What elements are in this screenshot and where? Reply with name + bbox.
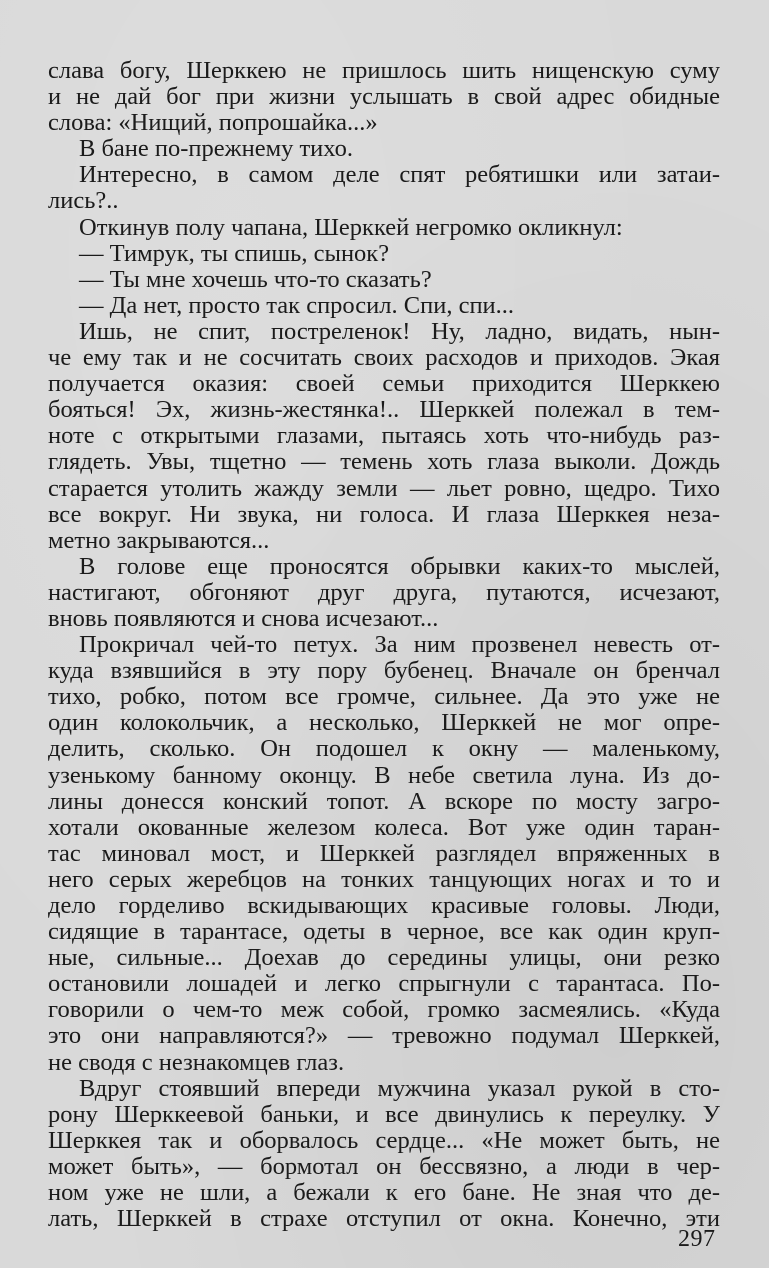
text-line: — Тимрук, ты спишь, сынок? (79, 239, 390, 267)
text-line: ноте с открытыми глазами, пытаясь хоть что-нибудь раз- (48, 422, 720, 450)
text-line: рону Шерккеевой баньки, и все двинулись к переулку. У (48, 1100, 720, 1128)
text-line: слава богу, Шерккею не пришлось шить нищенскую суму (48, 57, 720, 84)
text-line: старается утолить жажду земли — льет ровно, щедро. Тихо (48, 474, 720, 502)
text-line: Интересно, в самом деле спят ребятишки или затаи- (79, 161, 720, 189)
page-number: 297 (678, 1226, 716, 1252)
text-line: делить, сколько. Он подошел к окну — маленькому, (48, 735, 720, 763)
text-line: лись?.. (48, 187, 119, 215)
text-line: бояться! Эх, жизнь-жестянка!.. Шерккей полежал в тем- (48, 396, 720, 424)
text-line: куда взявшийся в эту пору бубенец. Вначале он бренчал (48, 657, 720, 685)
text-line: хотали окованные железом колеса. Вот уже один таран- (48, 813, 720, 841)
text-line: и не дай бог при жизни услышать в свой адрес обидные (48, 83, 720, 111)
text-line: не сводя с незнакомцев глаз. (48, 1048, 345, 1076)
text-line: В голове еще проносятся обрывки каких-то мыслей, (79, 552, 720, 580)
text-line: может быть», — бормотал он бессвязно, а люди в чер- (48, 1152, 720, 1180)
text-line: говорили о чем-то меж собой, громко засмеялись. «Куда (48, 996, 720, 1024)
text-line: Прокричал чей-то петух. За ним прозвенел невесть от- (79, 631, 720, 659)
text-line: — Ты мне хочешь что-то сказать? (79, 265, 432, 293)
text-line: сидящие в тарантасе, одеты в черное, все как один круп- (48, 918, 720, 946)
text-line: Ишь, не спит, постреленок! Ну, ладно, видать, нын- (79, 317, 720, 345)
text-line: Откинув полу чапана, Шерккей негромко окликнул: (79, 213, 623, 241)
text-line: настигают, обгоняют друг друга, путаются, исчезают, (48, 578, 720, 606)
text-line: один колокольчик, а несколько, Шерккей не мог опре- (48, 709, 720, 737)
text-line: метно закрываются... (48, 526, 270, 554)
text-line: Шерккея так и оборвалось сердце... «Не может быть, не (48, 1126, 720, 1154)
text-line: глядеть. Увы, тщетно — темень хоть глаза выколи. Дождь (48, 448, 720, 476)
text-line: остановили лошадей и легко спрыгнули с тарантаса. По- (48, 970, 720, 998)
text-line: лины донесся конский топот. А вскоре по мосту загро- (48, 787, 720, 815)
text-line: ном уже не шли, а бежали к его бане. Не зная что де- (48, 1179, 720, 1207)
text-line: В бане по-прежнему тихо. (79, 135, 353, 163)
text-line: вновь появляются и снова исчезают... (48, 604, 439, 632)
text-line: тас миновал мост, и Шерккей разглядел впряженных в (48, 839, 720, 867)
text-line: лать, Шерккей в страхе отступил от окна. Конечно, эти (48, 1205, 720, 1233)
text-line: все вокруг. Ни звука, ни голоса. И глаза Шерккея неза- (48, 500, 720, 528)
text-line: Вдруг стоявший впереди мужчина указал рукой в сто- (79, 1074, 720, 1102)
text-line: это они направляются?» — тревожно подумал Шерккей, (48, 1022, 720, 1050)
text-line: ные, сильные... Доехав до середины улицы, они резко (48, 944, 720, 972)
text-line: получается оказия: своей семьи приходится Шерккею (48, 370, 720, 398)
body-text (48, 58, 720, 1232)
text-line: слова: «Нищий, попрошайка...» (48, 109, 378, 137)
text-line: узенькому банному оконцу. В небе светила луна. Из до- (48, 761, 720, 789)
text-line: тихо, робко, потом все громче, сильнее. Да это уже не (48, 683, 720, 711)
text-line: — Да нет, просто так спросил. Спи, спи... (79, 291, 515, 319)
text-line: него серых жеребцов на тонких танцующих ногах и то и (48, 865, 720, 893)
text-line: дело горделиво вскидывающих красивые головы. Люди, (48, 892, 720, 919)
text-line: че ему так и не сосчитать своих расходов и приходов. Экая (48, 344, 720, 372)
